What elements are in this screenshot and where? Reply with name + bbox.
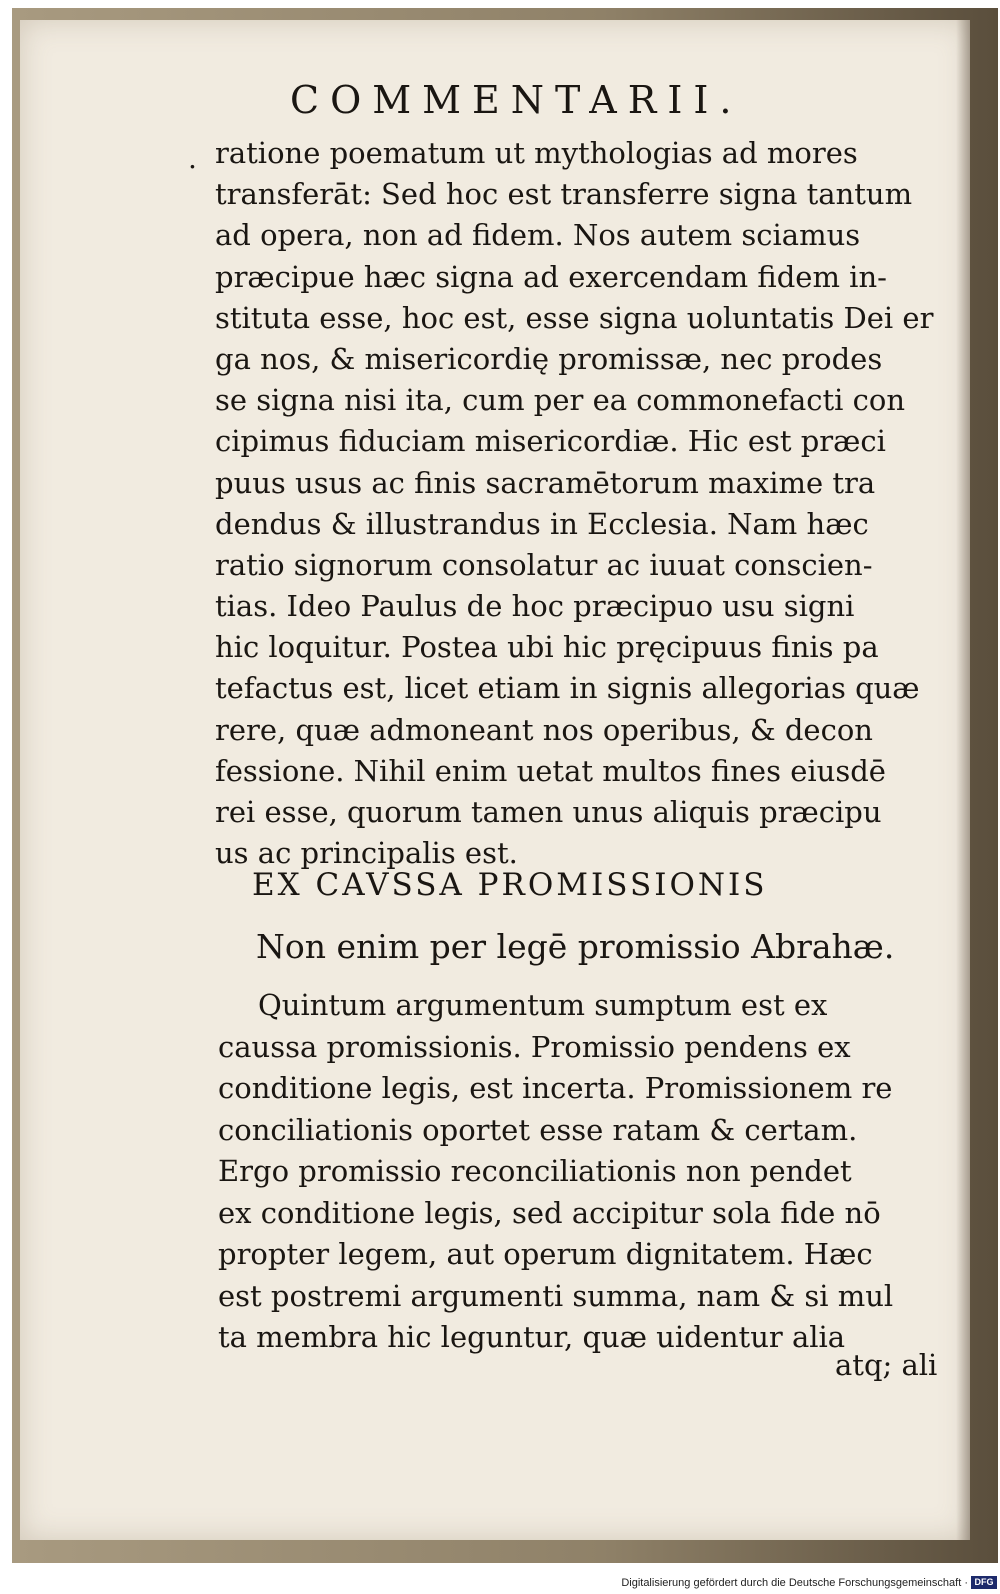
- text-line: ratio signorum consolatur ac iuuat conscien-: [215, 547, 873, 582]
- margin-mark: .: [188, 142, 197, 175]
- text-line: rei esse, quorum tamen unus aliquis præcipu: [215, 795, 882, 829]
- text-line: Ergo promissio reconciliationis non pendet: [218, 1154, 852, 1188]
- text-line: us ac principalis est.: [215, 836, 518, 871]
- text-line: ratione poematum ut mythologias ad mores: [215, 136, 858, 170]
- text-line: dendus & illustrandus in Ecclesia. Nam hæc: [215, 506, 869, 541]
- funding-credit: Digitalisierung gefördert durch die Deutsche Forschungsgemeinschaft ·: [621, 1577, 968, 1589]
- body-paragraph-1: [215, 133, 955, 874]
- text-line: puus usus ac finis sacramētorum maxime tra: [215, 465, 876, 500]
- text-line: rere, quæ admoneant nos operibus, & decon: [215, 712, 873, 747]
- gutter-shadow: [956, 20, 970, 1540]
- section-heading: EX CAVSSA PROMISSIONIS: [252, 867, 768, 903]
- text-line: stituta esse, hoc est, esse signa uoluntatis Dei er: [215, 300, 934, 335]
- text-line: tias. Ideo Paulus de hoc præcipuo usu signi: [215, 589, 855, 624]
- catchword: atq; ali: [835, 1348, 938, 1382]
- text-line: ex conditione legis, sed accipitur sola fide nō: [218, 1195, 881, 1230]
- text-line: ga nos, & misericordię promissæ, nec prodes: [215, 341, 883, 376]
- lemma-quotation: Non enim per legē promissio Abrahæ.: [256, 927, 895, 966]
- body-paragraph-2: [218, 985, 958, 1359]
- text-line: præcipue hæc signa ad exercendam fidem in-: [215, 259, 887, 294]
- text-line: caussa promissionis. Promissio pendens ex: [218, 1029, 851, 1064]
- text-line: fessione. Nihil enim uetat multos fines eiusdē: [215, 753, 886, 788]
- text-line: tefactus est, licet etiam in signis allegorias quæ: [215, 671, 920, 706]
- text-line: conditione legis, est incerta. Promissionem re: [218, 1071, 893, 1105]
- text-line: ta membra hic leguntur, quæ uidentur alia: [218, 1320, 846, 1354]
- text-line: transferāt: Sed hoc est transferre signa tantum: [215, 177, 913, 212]
- text-line: hic loquitur. Postea ubi hic pręcipuus finis pa: [215, 630, 879, 665]
- text-line: Quintum argumentum sumptum est ex: [258, 988, 828, 1022]
- running-head: COMMENTARII.: [290, 78, 743, 122]
- text-line: propter legem, aut operum dignitatem. Hæc: [218, 1237, 873, 1271]
- text-line: se signa nisi ita, cum per ea commonefacti con: [215, 383, 906, 418]
- text-line: est postremi argumenti summa, nam & si mul: [218, 1278, 894, 1313]
- text-line: cipimus fiduciam misericordiæ. Hic est præci: [215, 424, 886, 459]
- text-line: conciliationis oportet esse ratam & certam.: [218, 1112, 858, 1147]
- text-line: ad opera, non ad fidem. Nos autem sciamus: [215, 218, 861, 253]
- dfg-logo-icon: DFG: [971, 1576, 997, 1589]
